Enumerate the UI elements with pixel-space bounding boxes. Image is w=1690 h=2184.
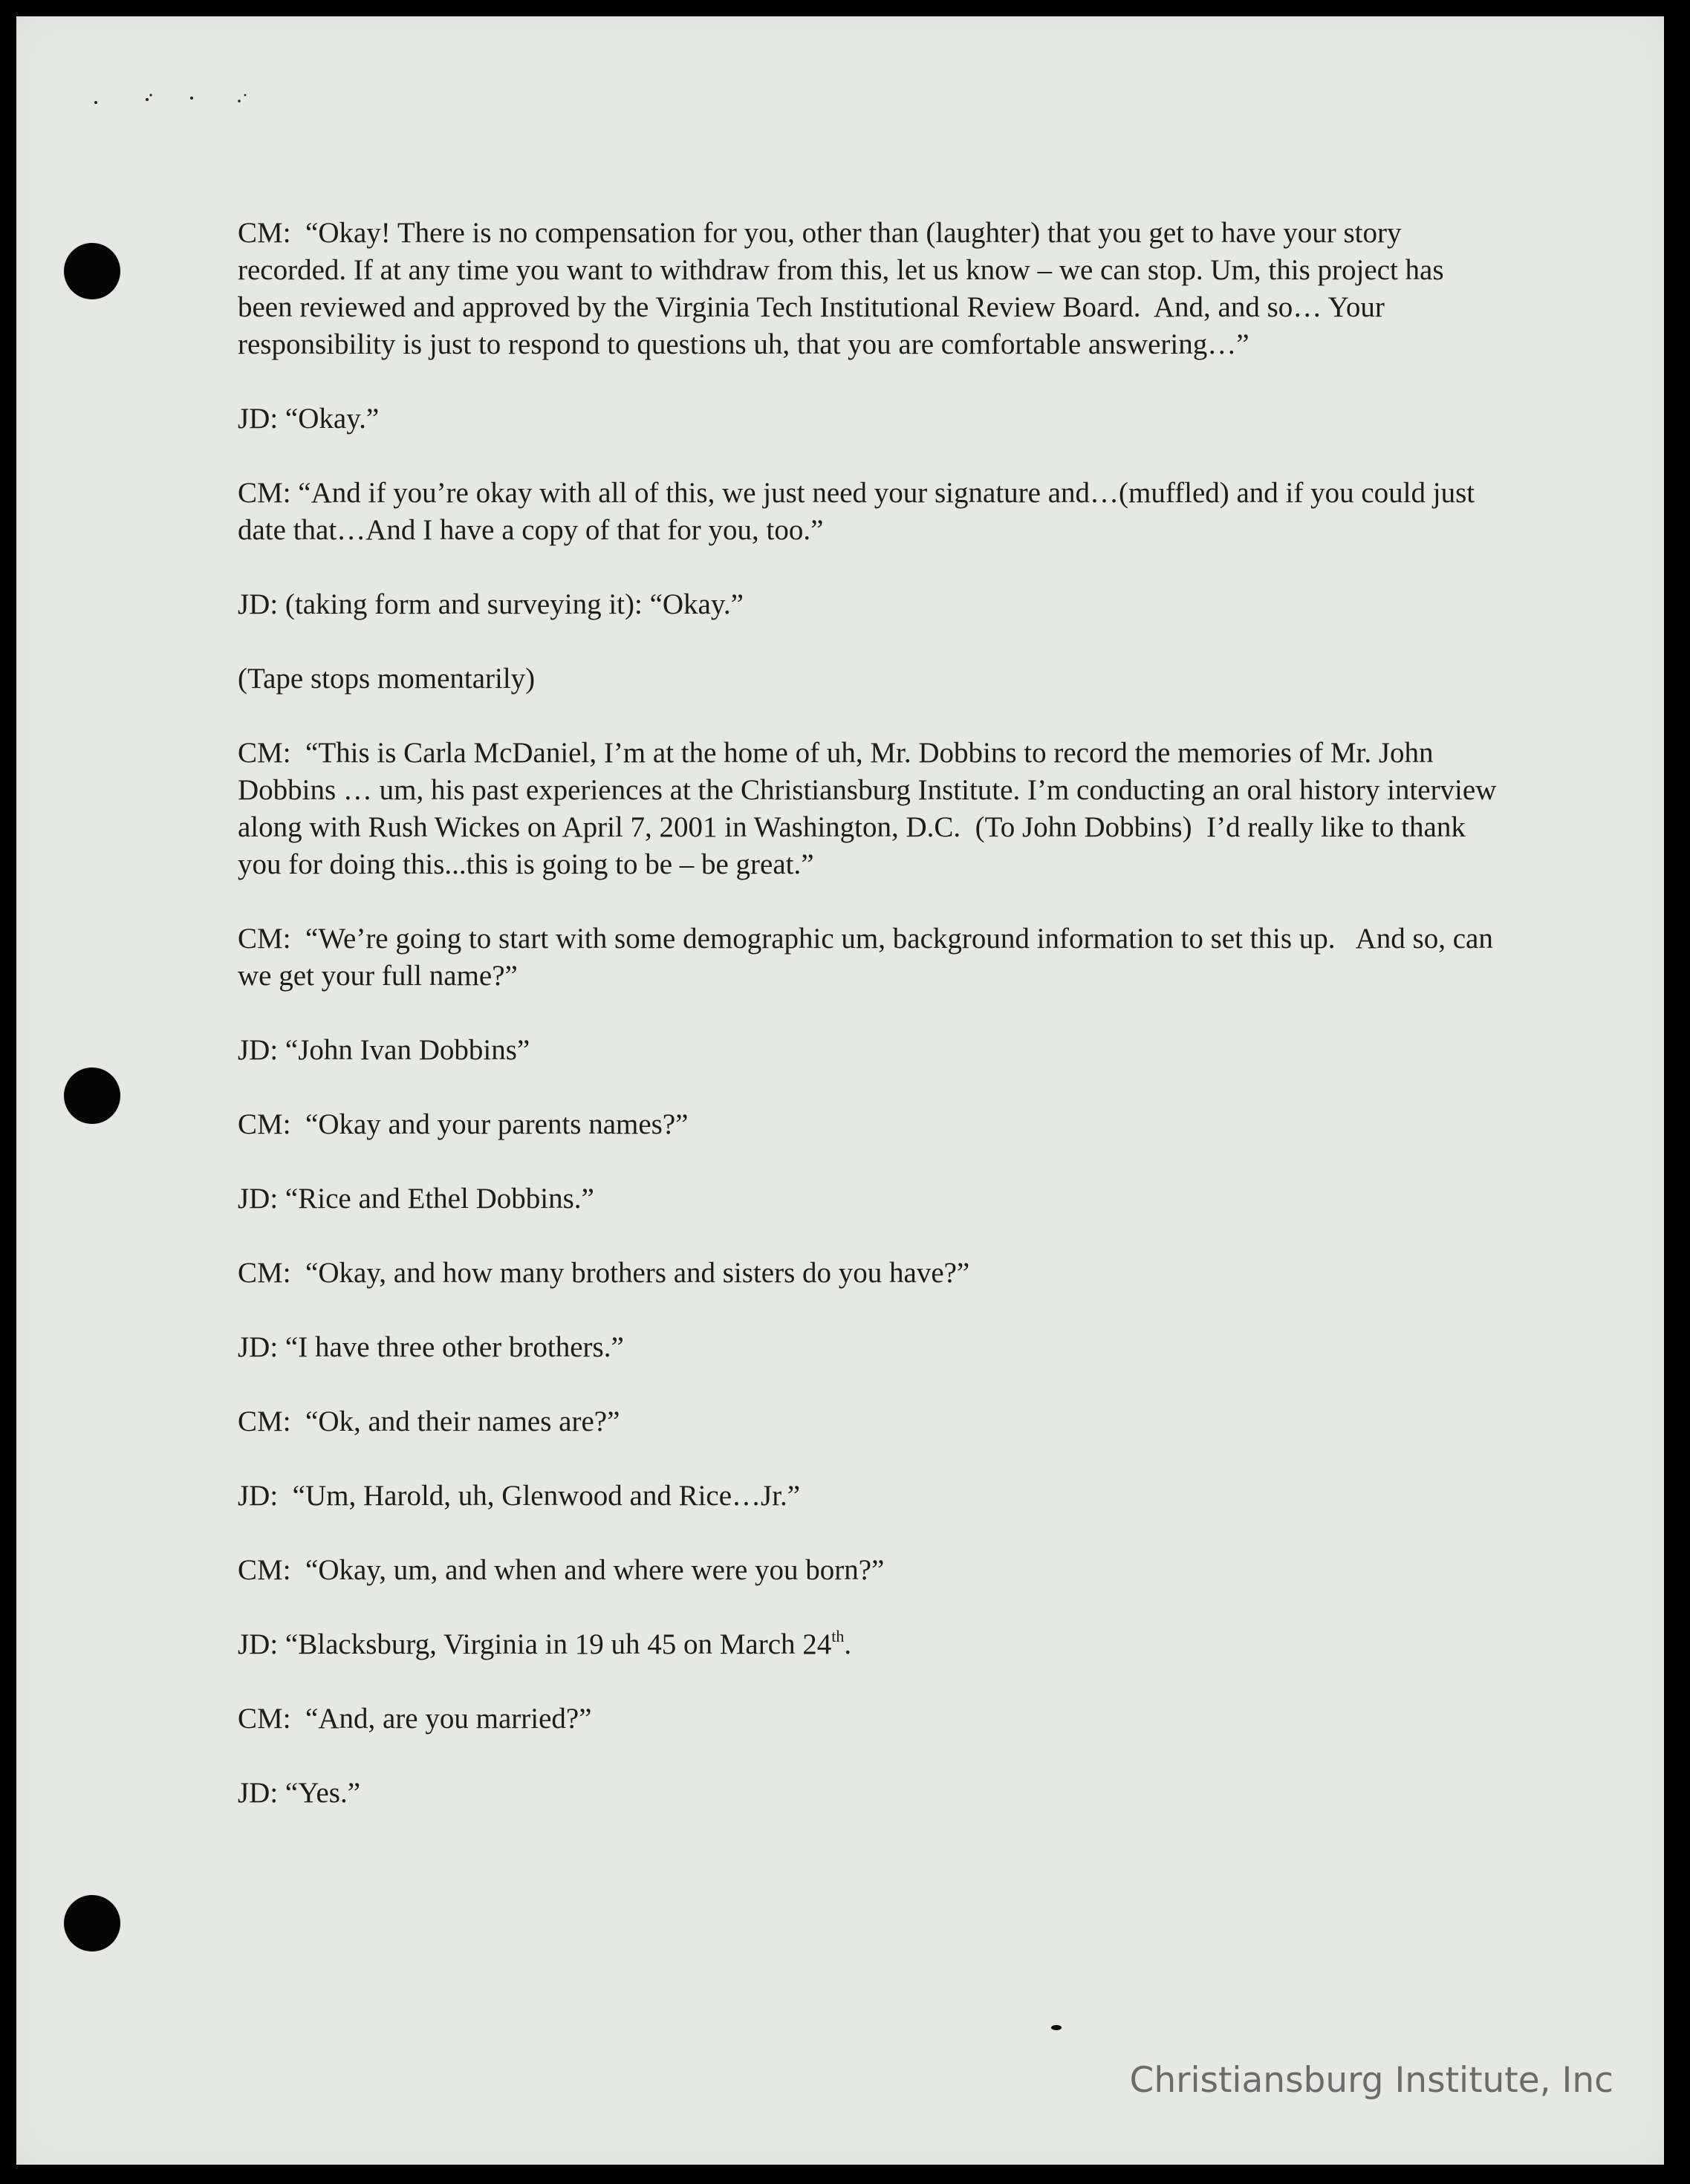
transcript-entry: JD: “Um, Harold, uh, Glenwood and Rice…Jr.”	[238, 1480, 801, 1512]
transcript-entry: CM: “Okay, and how many brothers and sisters do you have?”	[238, 1257, 970, 1289]
transcript-entry: CM: “And, are you married?”	[238, 1703, 592, 1735]
transcript-entry: CM: “Okay, um, and when and where were you born?”	[238, 1554, 885, 1586]
ink-mark	[1051, 2025, 1062, 2030]
punch-hole-top	[64, 243, 120, 299]
transcript-entry: JD: “I have three other brothers.”	[238, 1331, 624, 1363]
transcript-entry: CM: “And if you’re okay with all of this, we just need your signature and…(muffled) and if you could just date that…And I have a copy of that for you, too.”	[238, 477, 1482, 546]
transcript-entry: CM: “We’re going to start with some demographic um, background information to set this up. And so, can we get your full name?”	[238, 923, 1501, 992]
watermark: Christiansburg Institute, Inc	[1129, 2060, 1613, 2101]
transcript-entry: CM: “Okay and your parents names?”	[238, 1108, 689, 1140]
transcript-body	[238, 215, 1504, 1849]
punch-hole-bottom	[64, 1895, 120, 1951]
transcript-entry: JD: (taking form and surveying it): “Okay.”	[238, 588, 744, 620]
ordinal-suffix: th	[831, 1627, 845, 1645]
transcript-entry: CM: “Ok, and their names are?”	[238, 1405, 620, 1437]
transcript-entry: JD: “Blacksburg, Virginia in 19 uh 45 on March 24th.	[238, 1627, 852, 1660]
transcript-entry: (Tape stops momentarily)	[238, 663, 536, 695]
transcript-entry: CM: “Okay! There is no compensation for you, other than (laughter) that you get to have your story recorded. If at any time you want to withdraw from this, let us know – we can stop. Um, this project has been reviewed and approved by the Virginia Tech Institutional Review Board. And, and so… Your responsibility is just to respond to questions uh, that you are comfortable answering…”	[238, 217, 1452, 360]
punch-hole-middle	[64, 1067, 120, 1124]
transcript-entry: JD: “John Ivan Dobbins”	[238, 1034, 530, 1066]
transcript-entry: JD: “Yes.”	[238, 1777, 361, 1809]
transcript-entry: JD: “Rice and Ethel Dobbins.”	[238, 1183, 594, 1215]
transcript-entry: CM: “This is Carla McDaniel, I’m at the home of uh, Mr. Dobbins to record the memories of Mr. John Dobbins … um, his past experiences at the Christiansburg Institute. I’m conducting an oral history interview along with Rush Wickes on April 7, 2001 in Washington, D.C. (To John Dobbins) I’d really like to thank you for doing this...this is going to be – be great.”	[238, 737, 1504, 880]
transcript-entry: JD: “Okay.”	[238, 403, 380, 435]
